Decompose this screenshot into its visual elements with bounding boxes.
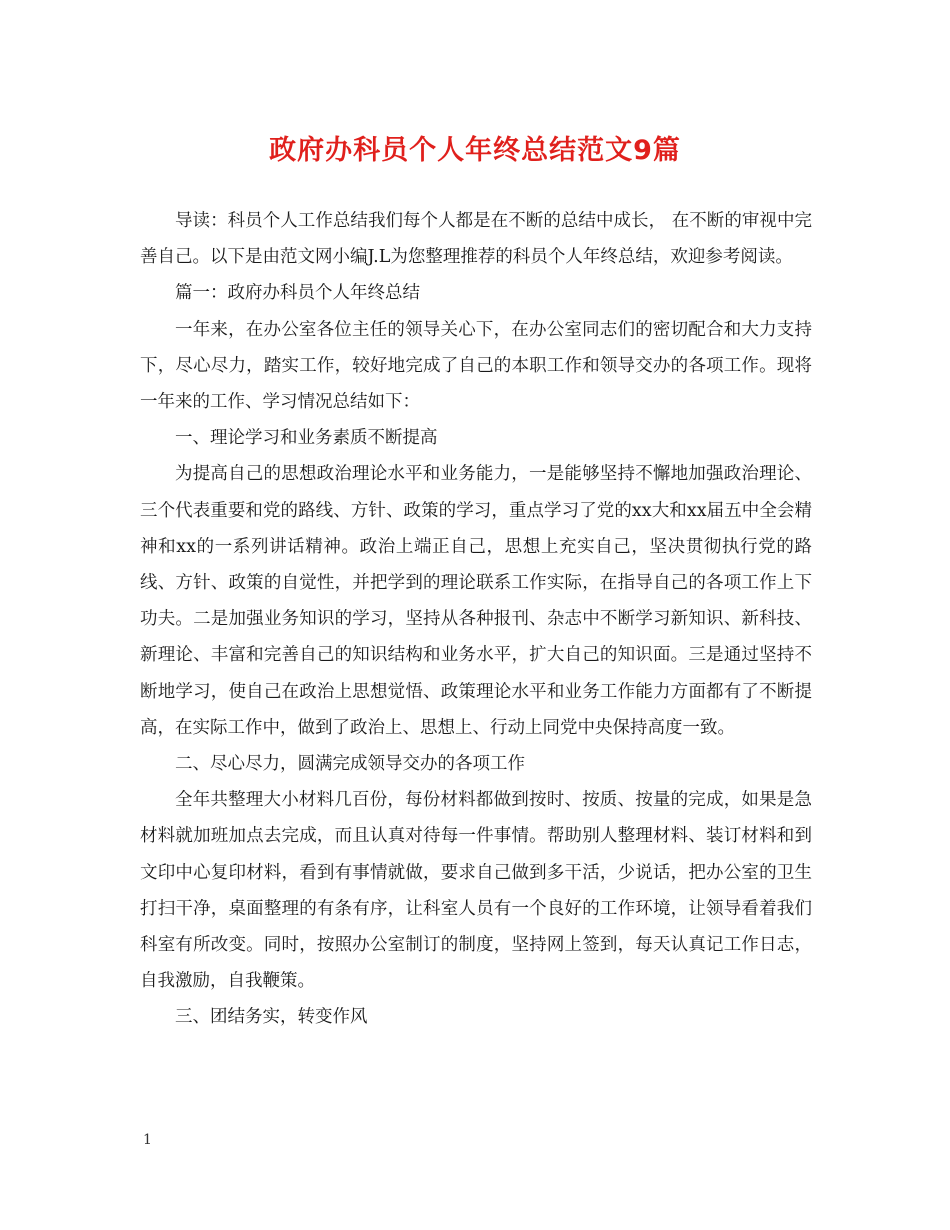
intro-paragraph: 导读：科员个人工作总结我们每个人都是在不断的总结中成长， 在不断的审视中完善自己。以下是由范文网小编J.L为您整理推荐的科员个人年终总结，欢迎参考阅读。 <box>140 211 812 268</box>
document-body <box>140 203 812 1036</box>
section-heading-assigned-work: 二、尽心尽力，圆满完成领导交办的各项工作 <box>175 754 525 775</box>
document-title: 政府办科员个人年终总结范文9篇 <box>269 135 681 166</box>
body-paragraph: 为提高自己的思想政治理论水平和业务能力，一是能够坚持不懈地加强政治理论、三个代表重要和党的路线、方针、政策的学习，重点学习了党的xx大和xx届五中全会精神和xx的一系列讲话精神。政治上端正自己，思想上充实自己，坚决贯彻执行党的路线、方针、政策的自觉性，并把学到的理论联系工作实际，在指导自己的各项工作上下功夫。二是加强业务知识的学习，坚持从各种报刊、杂志中不断学习新知识、新科技、新理论、丰富和完善自己的知识结构和业务水平，扩大自己的知识面。三是通过坚持不断地学习，使自己在政治上思想觉悟、政策理论水平和业务工作能力方面都有了不断提高，在实际工作中，做到了政治上、思想上、行动上同党中央保持高度一致。 <box>140 464 812 738</box>
section-heading-part-one: 篇一：政府办科员个人年终总结 <box>175 283 420 304</box>
body-paragraph: 一年来，在办公室各位主任的领导关心下，在办公室同志们的密切配合和大力支持下，尽心尽力，踏实工作，较好地完成了自己的本职工作和领导交办的各项工作。现将一年来的工作、学习情况总结如下： <box>140 319 812 413</box>
page-number: 1 <box>143 1132 152 1148</box>
section-heading-unity: 三、团结务实，转变作风 <box>175 1007 368 1028</box>
body-paragraph: 全年共整理大小材料几百份，每份材料都做到按时、按质、按量的完成，如果是急材料就加班加点去完成，而且认真对待每一件事情。帮助别人整理材料、装订材料和到文印中心复印材料，看到有事情就做，要求自己做到多干活，少说话，把办公室的卫生打扫干净，桌面整理的有条有序，让科室人员有一个良好的工作环境，让领导看着我们科室有所改变。同时，按照办公室制订的制度，坚持网上签到，每天认真记工作日志，自我激励，自我鞭策。 <box>140 790 812 992</box>
section-heading-theory-study: 一、理论学习和业务素质不断提高 <box>175 428 438 449</box>
